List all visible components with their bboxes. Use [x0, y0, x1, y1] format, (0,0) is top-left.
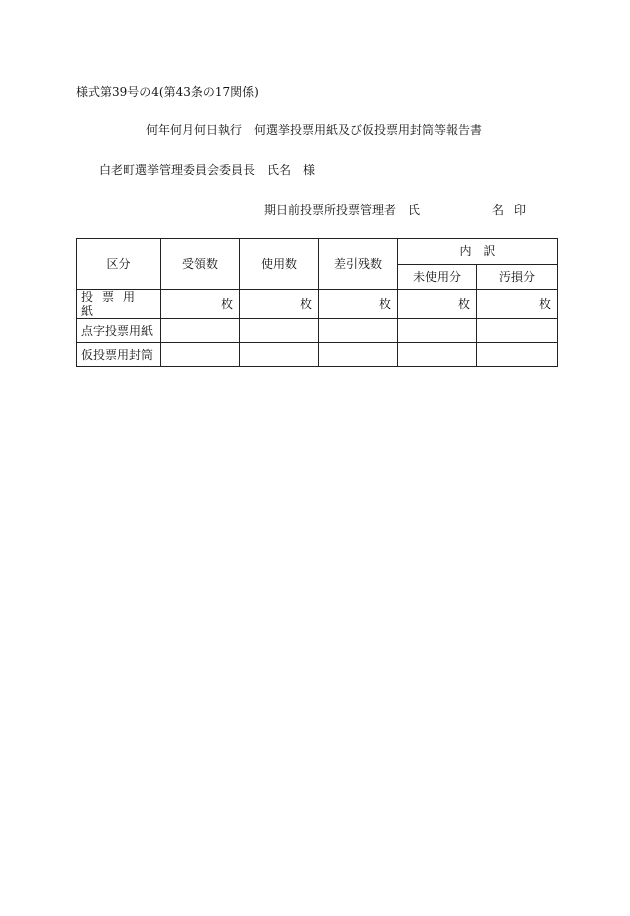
table-cell [161, 343, 240, 367]
table-cell [240, 343, 319, 367]
table-cell [398, 343, 477, 367]
table-cell [161, 319, 240, 343]
table-row [77, 319, 558, 343]
row-label-braille-ballot: 点字投票用紙 [77, 319, 161, 343]
table-cell [477, 319, 558, 343]
header-unused: 未使用分 [398, 264, 477, 290]
header-used: 使用数 [240, 239, 319, 290]
header-received: 受領数 [161, 239, 240, 290]
document-title: 何年何月何日執行 何選挙投票用紙及び仮投票用封筒等報告書 [146, 123, 483, 137]
table-cell: 枚 [161, 290, 240, 319]
addressee: 白老町選挙管理委員会委員長 氏名 様 [99, 163, 316, 177]
report-table [76, 238, 558, 367]
table-cell: 枚 [398, 290, 477, 319]
table-cell: 枚 [477, 290, 558, 319]
table-cell [319, 319, 398, 343]
header-damaged: 汚損分 [477, 264, 558, 290]
header-category: 区分 [77, 239, 161, 290]
table-cell [398, 319, 477, 343]
table-cell: 枚 [319, 290, 398, 319]
table-cell [319, 343, 398, 367]
row-label-provisional-envelope: 仮投票用封筒 [77, 343, 161, 367]
seal-mark: 印 [514, 203, 527, 217]
table-row [77, 290, 558, 319]
row-label-ballot-paper: 投票用紙 [77, 290, 161, 319]
table-cell [477, 343, 558, 367]
form-number: 様式第39号の4(第43条の17関係) [76, 85, 259, 99]
manager-label: 期日前投票所投票管理者 氏 [264, 203, 421, 217]
manager-name-suffix: 名 [492, 203, 505, 217]
header-breakdown: 内 訳 [398, 239, 558, 265]
header-remaining: 差引残数 [319, 239, 398, 290]
table-row [77, 343, 558, 367]
table-cell: 枚 [240, 290, 319, 319]
table-cell [240, 319, 319, 343]
